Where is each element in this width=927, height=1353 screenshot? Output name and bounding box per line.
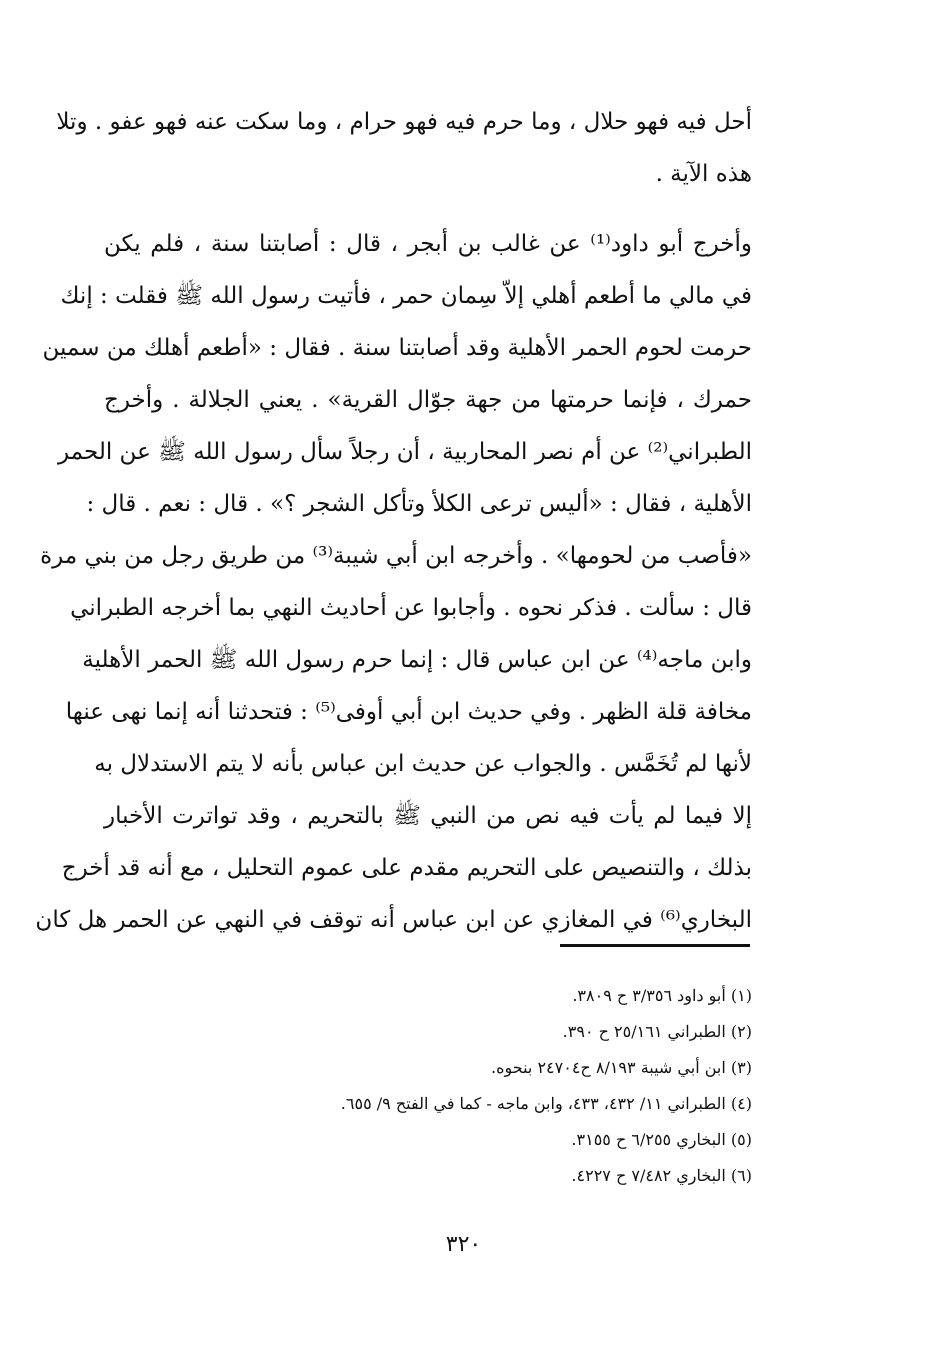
footnote-1: (١) أبو داود ٣/٣٥٦ ح ٣٨٠٩.	[572, 986, 752, 1005]
footnote-separator	[560, 944, 750, 947]
main-text	[35, 96, 752, 946]
text-line: الطبراني⁽²⁾ عن أم نصر المحاربية ، أن رجلاً سأل رسول الله ﷺ عن الحمر	[58, 439, 752, 465]
text-line: أحل فيه فهو حلال ، وما حرم فيه فهو حرام ، وما سكت عنه فهو عفو . وتلا	[56, 109, 752, 135]
text-line: البخاري⁽⁶⁾ في المغازي عن ابن عباس أنه توقف في النهي عن الحمر هل كان	[35, 907, 752, 933]
page-number: ٣٢٠	[445, 1232, 482, 1257]
text-line: مخافة قلة الظهر . وفي حديث ابن أبي أوفى⁽⁵⁾ : فتحدثنا أنه إنما نهى عنها	[65, 699, 752, 725]
footnote-6: (٦) البخاري ٧/٤٨٢ ح ٤٢٢٧.	[571, 1166, 752, 1185]
footnote-4: (٤) الطبراني ١١/ ٤٣٢، ٤٣٣، وابن ماجه - كما في الفتح ٩/ ٦٥٥.	[340, 1094, 752, 1113]
footnote-5: (٥) البخاري ٦/٢٥٥ ح ٣١٥٥.	[571, 1130, 752, 1149]
text-line: وابن ماجه⁽⁴⁾ عن ابن عباس قال : إنما حرم رسول الله ﷺ الحمر الأهلية	[82, 647, 752, 673]
footnote-2: (٢) الطبراني ٢٥/١٦١ ح ٣٩٠.	[562, 1022, 752, 1041]
text-line: بذلك ، والتنصيص على التحريم مقدم على عموم التحليل ، مع أنه قد أخرج	[61, 855, 752, 881]
paragraph-gap	[104, 200, 752, 218]
text-line: حمرك ، فإنما حرمتها من جهة جوّال القرية» . يعني الجلالة . وأخرج	[104, 387, 752, 413]
text-line: إلا فيما لم يأت فيه نص من النبي ﷺ بالتحريم ، وقد تواترت الأخبار	[104, 803, 752, 829]
text-line: «فأصب من لحومها» . وأخرجه ابن أبي شيبة⁽³⁾ من طريق رجل من بني مرة	[40, 543, 752, 569]
text-line: الأهلية ، فقال : «أليس ترعى الكلأ وتأكل الشجر ؟» . قال : نعم . قال :	[86, 491, 752, 517]
text-line: حرمت لحوم الحمر الأهلية وقد أصابتنا سنة . فقال : «أطعم أهلك من سمين	[42, 335, 752, 361]
footnote-3: (٣) ابن أبي شيبة ٨/١٩٣ ح٢٤٧٠٤ بنحوه.	[491, 1058, 752, 1077]
text-line: قال : سألت . فذكر نحوه . وأجابوا عن أحاديث النهي بما أخرجه الطبراني	[70, 595, 752, 621]
text-line: في مالي ما أطعم أهلي إلاّ سِمان حمر ، فأتيت رسول الله ﷺ فقلت : إنك	[60, 283, 752, 309]
footnotes	[220, 978, 752, 1194]
text-line: هذه الآية .	[655, 161, 752, 187]
text-line: وأخرج أبو داود⁽¹⁾ عن غالب بن أبجر ، قال : أصابتنا سنة ، فلم يكن	[104, 231, 752, 257]
text-line: لأنها لم تُخَمَّس . والجواب عن حديث ابن عباس بأنه لا يتم الاستدلال به	[94, 751, 752, 777]
